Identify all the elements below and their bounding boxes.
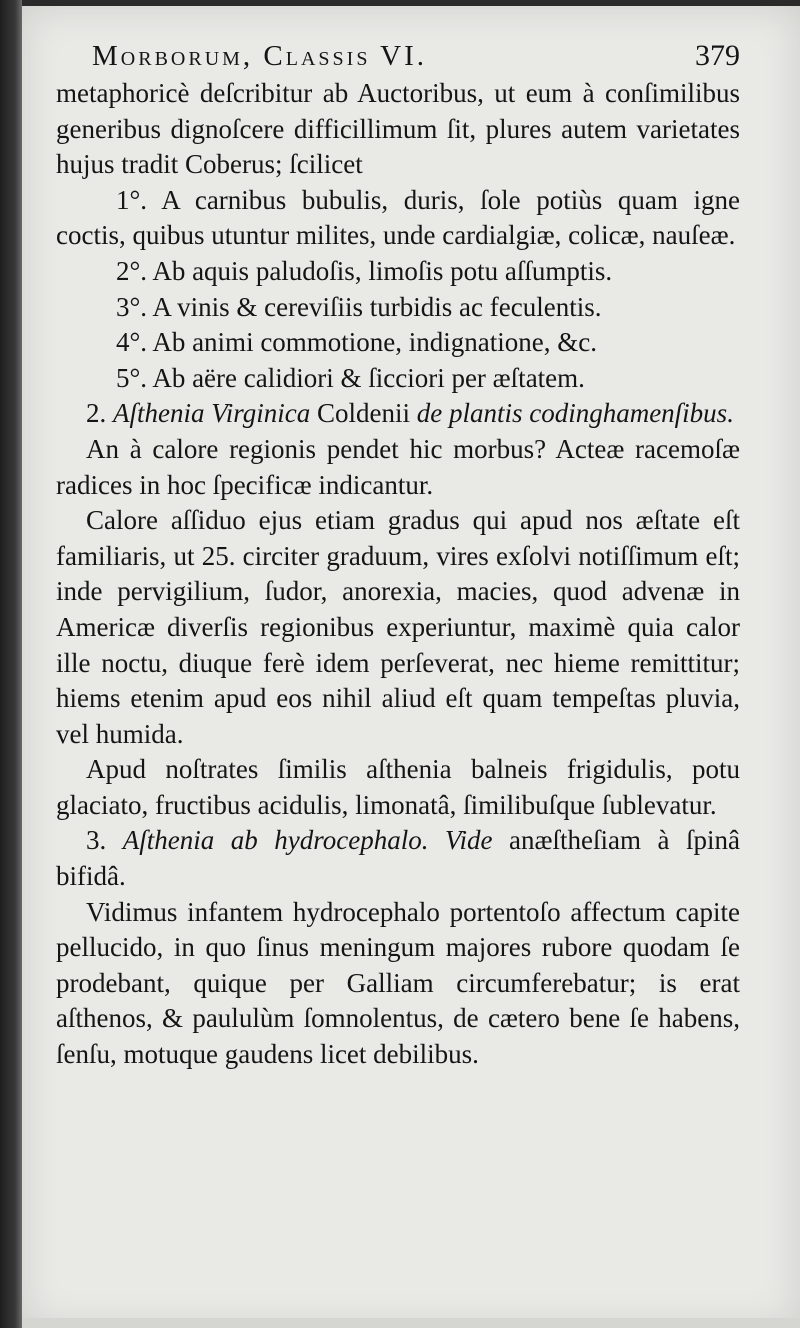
section-heading-2	[56, 396, 740, 432]
list-item	[56, 290, 740, 326]
section-vide: Vide	[445, 825, 493, 856]
list-item-number: 1°.	[116, 184, 148, 215]
section-source: de plantis codinghamenſibus.	[416, 398, 734, 429]
page-gutter-shadow	[0, 0, 22, 1328]
running-head	[92, 36, 740, 76]
paragraph-continuation: metaphoricè deſcribitur ab Auctoribus, ut eum à conſimilibus generibus dignoſcere difficillimum ſit, plures autem varietates hujus tradit Coberus; ſcilicet	[56, 78, 740, 180]
list-item-number: 3°.	[116, 291, 148, 322]
running-title: Morborum, Classis VI.	[92, 40, 428, 72]
list-item-text: A carnibus bubulis, duris, ſole potiùs quam igne coctis, quibus utuntur milites, unde cardialgiæ, colicæ, nauſeæ.	[56, 184, 740, 251]
section-title: Aſthenia ab hydrocephalo.	[122, 825, 429, 856]
list-item	[56, 325, 740, 361]
section-title: Aſthenia Virginica	[113, 398, 311, 429]
section-author: Coldenii	[316, 398, 410, 429]
list-item-text: Ab animi commotione, indignatione, &c.	[152, 327, 597, 358]
list-item	[56, 361, 740, 397]
list-item-text: A vinis & cereviſiis turbidis ac feculentis.	[152, 291, 602, 322]
section-reference: anæſtheſiam à ſpinâ bifidâ.	[56, 825, 740, 892]
list-item-text: Ab aquis paludoſis, limoſis potu aſſumptis.	[152, 255, 613, 286]
paragraph: Apud noſtrates ſimilis aſthenia balneis frigidulis, potu glaciato, fructibus acidulis, limonatâ, ſimilibuſque ſublevatur.	[56, 754, 740, 820]
list-item-text: Ab aëre calidiori & ſicciori per æſtatem.	[152, 362, 585, 393]
page-bottom-edge	[22, 1318, 800, 1328]
list-item-number: 2°.	[116, 255, 148, 286]
paragraph: Vidimus infantem hydrocephalo portentoſo affectum capite pellucido, in quo ſinus meningum majores rubore quodam ſe prodebant, quique per Galliam circumferebatur; is erat aſthenos, & paululùm ſomnolentus, de cætero bene ſe habens, ſenſu, motuque gaudens licet debilibus.	[56, 896, 740, 1070]
page-number: 379	[695, 39, 740, 72]
paragraph: An à calore regionis pendet hic morbus? Acteæ racemoſæ radices in hoc ſpecificæ indicantur.	[56, 433, 740, 500]
list-item-number: 4°.	[116, 327, 148, 358]
section-heading-3	[56, 823, 740, 894]
page-text-block	[56, 36, 740, 1073]
paragraph: Calore aſſiduo ejus etiam gradus qui apud nos æſtate eſt familiaris, ut 25. circiter graduum, vires exſolvi notiſſimum eſt; inde pervigilium, ſudor, anorexia, macies, quod advenæ in Americæ diverſis regionibus experiuntur, maximè quia calor ille noctu, diuque ferè idem perſeverat, nec hieme remittitur; hiems etenim apud eos nihil aliud eſt quam tempeſtas pluvia, vel humida.	[56, 505, 740, 749]
list-item-number: 5°.	[116, 362, 148, 393]
section-number: 2.	[86, 398, 107, 429]
list-item	[56, 183, 740, 254]
section-number: 3.	[86, 825, 107, 856]
list-item	[56, 254, 740, 290]
